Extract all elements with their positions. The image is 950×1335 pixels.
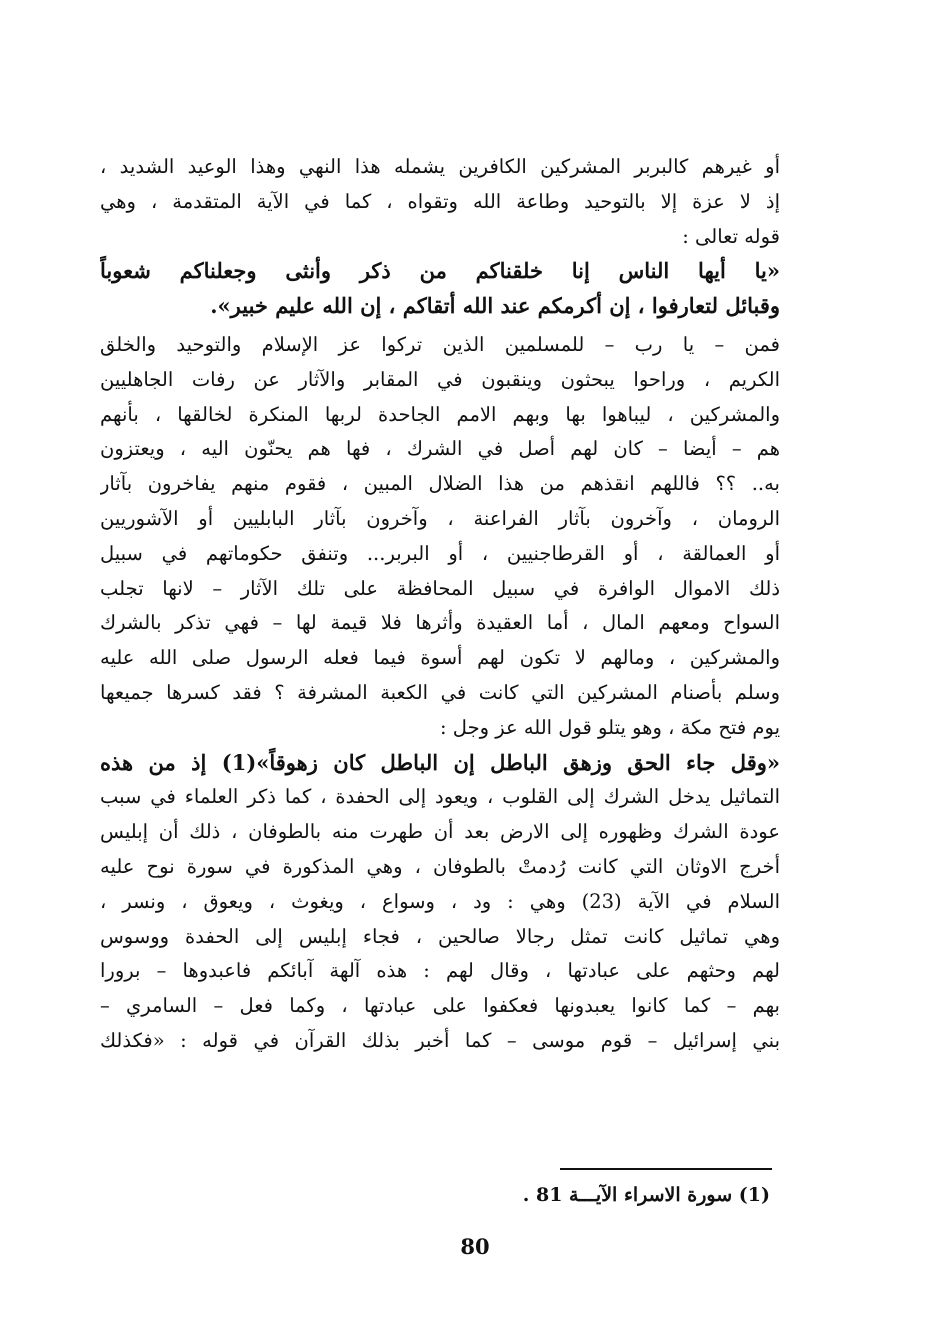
text-line: ذلك الاموال الوافرة في سبيل المحافظة على تلك الآثار – لانها تجلب <box>100 576 780 600</box>
text-line: بهم – كما كانوا يعبدونها فعكفوا على عبادتها ، وكما فعل – السامري – <box>100 994 780 1018</box>
text-line: التماثيل يدخل الشرك إلى القلوب ، ويعود إلى الحفدة ، كما ذكر العلماء في سبب <box>100 785 780 809</box>
text-line: وهي تماثيل كانت تمثل رجالا صالحين ، فجاء إبليس إلى الحفدة ووسوس <box>100 924 780 948</box>
text-line: به.. ؟؟ فاللهم انقذهم من هذا الضلال المبين ، فقوم منهم يفاخرون بآثار <box>100 472 780 496</box>
quran-verse-line: وقبائل لتعارفوا ، إن أكرمكم عند الله أتقاكم ، إن الله عليم خبير». <box>210 293 780 319</box>
text-line: أو العمالقة ، أو القرطاجنيين ، أو البربر... وتنفق حكوماتهم في سبيل <box>100 541 780 565</box>
text-line: السلام في الآية (23) وهي : ود ، وسواع ، ويغوث ، ويعوق ، ونسر ، <box>100 889 780 913</box>
footnote-divider <box>560 1168 772 1170</box>
text-line: فمن – يا رب – للمسلمين الذين تركوا عز الإسلام والتوحيد والخلق <box>100 332 780 356</box>
main-text <box>100 150 780 1059</box>
text-line: عودة الشرك وظهوره إلى الارض بعد أن طهرت منه بالطوفان ، ذلك أن إبليس <box>100 820 780 844</box>
text-line: قوله تعالى : <box>682 224 780 248</box>
text-line: السواح ومعهم المال ، أما العقيدة وأثرها فلا قيمة لها – فهي تذكر بالشرك <box>100 611 780 635</box>
text-line: والمشركين ، ومالهم لا تكون لهم أسوة فيما فعله الرسول صلى الله عليه <box>100 646 780 670</box>
text-line: أو غيرهم كالبربر المشركين الكافرين يشمله هذا النهي وهذا الوعيد الشديد ، <box>100 155 780 178</box>
text-line: وسلم بأصنام المشركين التي كانت في الكعبة المشرفة ؟ فقد كسرها جميعها <box>100 680 780 704</box>
page-number: 80 <box>460 1234 490 1259</box>
footnote: (1) سورة الاسراء الآيـــة 81 . <box>522 1184 770 1206</box>
text-line: هم – أيضا – كان لهم أصل في الشرك ، فها هم يحنّون اليه ، ويعتزون <box>100 437 780 461</box>
text-line: أخرج الاوثان التي كانت رُدمتْ بالطوفان ، وهي المذكورة في سورة نوح عليه <box>100 854 780 878</box>
text-line: الرومان ، وآخرون بآثار الفراعنة ، وآخرون بآثار البابليين أو الآشوريين <box>100 506 780 530</box>
quran-verse-line: «وقل جاء الحق وزهق الباطل إن الباطل كان زهوقاً»(1) إذ من هذه <box>100 749 780 775</box>
text-line: إذ لا عزة إلا بالتوحيد وطاعة الله وتقواه ، كما في الآية المتقدمة ، وهي <box>100 189 780 213</box>
quran-verse-line: «يا أيها الناس إنا خلقناكم من ذكر وأنثى وجعلناكم شعوباً <box>100 258 780 284</box>
text-line: يوم فتح مكة ، وهو يتلو قول الله عز وجل : <box>440 715 780 739</box>
text-line: بني إسرائيل – قوم موسى – كما أخبر بذلك القرآن في قوله : «فكذلك <box>100 1028 780 1052</box>
text-line: والمشركين ، ليباهوا بها وبهم الامم الجاحدة لربها المنكرة لخالقها ، بأنهم <box>100 402 780 426</box>
text-line: لهم وحثهم على عبادتها ، وقال لهم : هذه آلهة آبائكم فاعبدوها – برورا <box>100 959 780 983</box>
text-line: الكريم ، وراحوا يبحثون وينقبون في المقابر والآثار عن رفات الجاهليين <box>100 367 780 391</box>
